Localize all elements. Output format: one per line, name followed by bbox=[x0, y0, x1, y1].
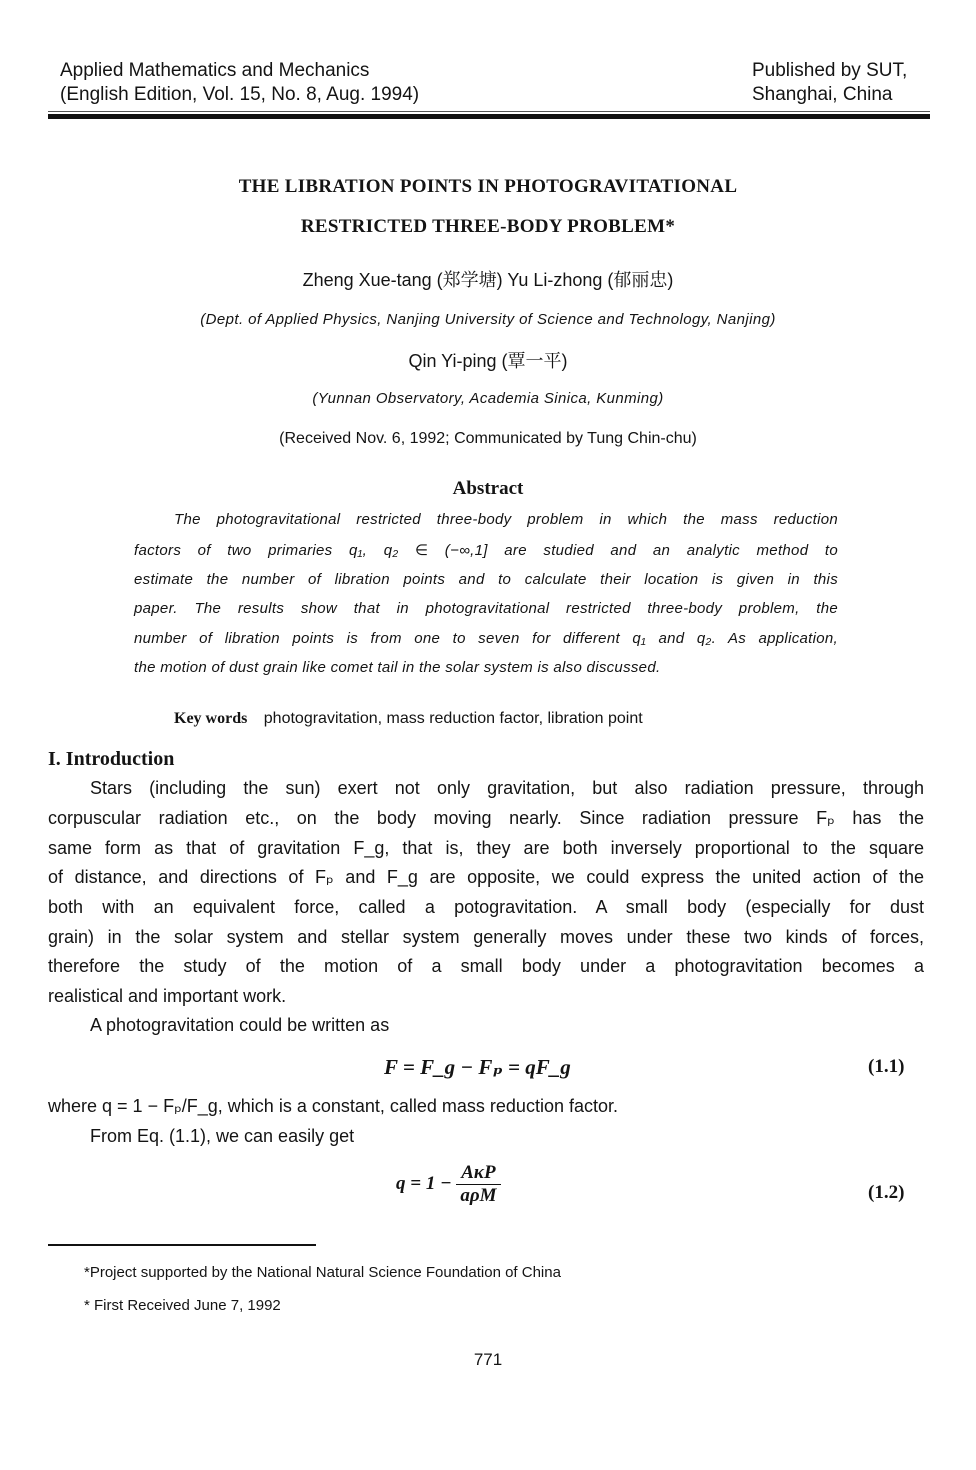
footnote-rule bbox=[48, 1244, 316, 1246]
abstract-line: paper. The results show that in photogravitational restricted three-body problem, the bbox=[134, 600, 838, 617]
body-line: of distance, and directions of Fₚ and F_g are opposite, we could express the united action of the bbox=[48, 867, 924, 887]
abstract-line: The photogravitational restricted three-body problem in which the mass reduction bbox=[174, 511, 838, 528]
keywords bbox=[174, 710, 643, 728]
affiliation-2: (Yunnan Observatory, Academia Sinica, Kunming) bbox=[312, 390, 664, 407]
fraction bbox=[456, 1162, 500, 1207]
body-line: corpuscular radiation etc., on the body moving nearly. Since radiation pressure Fₚ has the bbox=[48, 808, 924, 828]
equation-1-2 bbox=[396, 1162, 501, 1207]
received-date: (Received Nov. 6, 1992; Communicated by Tung Chin-chu) bbox=[279, 430, 697, 447]
journal-name bbox=[60, 59, 419, 107]
body-line: where q = 1 − Fₚ/F_g, which is a constant, called mass reduction factor. bbox=[48, 1096, 618, 1116]
abstract-line: estimate the number of libration points and to calculate their location is given in this bbox=[134, 571, 838, 588]
fraction-numerator: AκP bbox=[456, 1162, 500, 1185]
body-line: realistical and important work. bbox=[48, 986, 287, 1006]
page-number: 771 bbox=[473, 1350, 503, 1369]
keywords-label: Key words bbox=[174, 710, 248, 727]
publisher: Published by SUT, bbox=[752, 60, 908, 81]
fraction-denominator: aρM bbox=[460, 1185, 497, 1206]
body-line: Stars (including the sun) exert not only gravitation, but also radiation pressure, through bbox=[90, 778, 924, 798]
equation-lhs: q = 1 − bbox=[396, 1172, 452, 1194]
body-line: both with an equivalent force, called a potogravitation. A small body (especially for dust bbox=[48, 897, 924, 917]
abstract-heading: Abstract bbox=[452, 478, 524, 499]
paper-title-line-1: THE LIBRATION POINTS IN PHOTOGRAVITATIONAL bbox=[238, 176, 738, 197]
paper-title-line-2: RESTRICTED THREE-BODY PROBLEM* bbox=[300, 216, 676, 237]
body-line: grain) in the solar system and stellar system generally moves under these two kinds of forces, bbox=[48, 927, 924, 947]
publisher-info bbox=[752, 59, 907, 107]
journal-title: Applied Mathematics and Mechanics bbox=[60, 60, 370, 81]
body-line: therefore the study of the motion of a small body under a photogravitation becomes a bbox=[48, 956, 924, 976]
section-heading: I. Introduction bbox=[48, 748, 175, 770]
equation-number: (1.2) bbox=[868, 1182, 905, 1203]
footnote: * First Received June 7, 1992 bbox=[84, 1297, 281, 1314]
body-line: same form as that of gravitation F_g, that is, they are both inversely proportional to the square bbox=[48, 838, 924, 858]
equation-number: (1.1) bbox=[868, 1056, 905, 1077]
abstract-line: number of libration points is from one to seven for different q₁ and q₂. As application, bbox=[134, 630, 838, 647]
abstract-line: the motion of dust grain like comet tail in the solar system is also discussed. bbox=[134, 659, 661, 676]
authors-line-2: Qin Yi-ping (覃一平) bbox=[408, 351, 568, 371]
header-rule bbox=[48, 114, 930, 119]
keywords-text: photogravitation, mass reduction factor, libration point bbox=[263, 710, 643, 727]
footnote: *Project supported by the National Natural Science Foundation of China bbox=[84, 1264, 561, 1281]
publisher-location: Shanghai, China bbox=[752, 84, 893, 105]
header-rule-thin bbox=[48, 111, 930, 112]
authors-line-1: Zheng Xue-tang (郑学塘) Yu Li-zhong (郁丽忠) bbox=[302, 270, 674, 290]
body-line: A photogravitation could be written as bbox=[90, 1015, 390, 1035]
abstract-line: factors of two primaries q₁, q₂ ∈ (−∞,1] are studied and an analytic method to bbox=[134, 542, 838, 559]
affiliation-1: (Dept. of Applied Physics, Nanjing University of Science and Technology, Nanjing) bbox=[200, 311, 776, 328]
journal-edition: (English Edition, Vol. 15, No. 8, Aug. 1994) bbox=[60, 84, 420, 105]
equation-1-1: F = F_g − Fₚ = qF_g bbox=[384, 1055, 571, 1079]
body-line: From Eq. (1.1), we can easily get bbox=[90, 1126, 355, 1146]
